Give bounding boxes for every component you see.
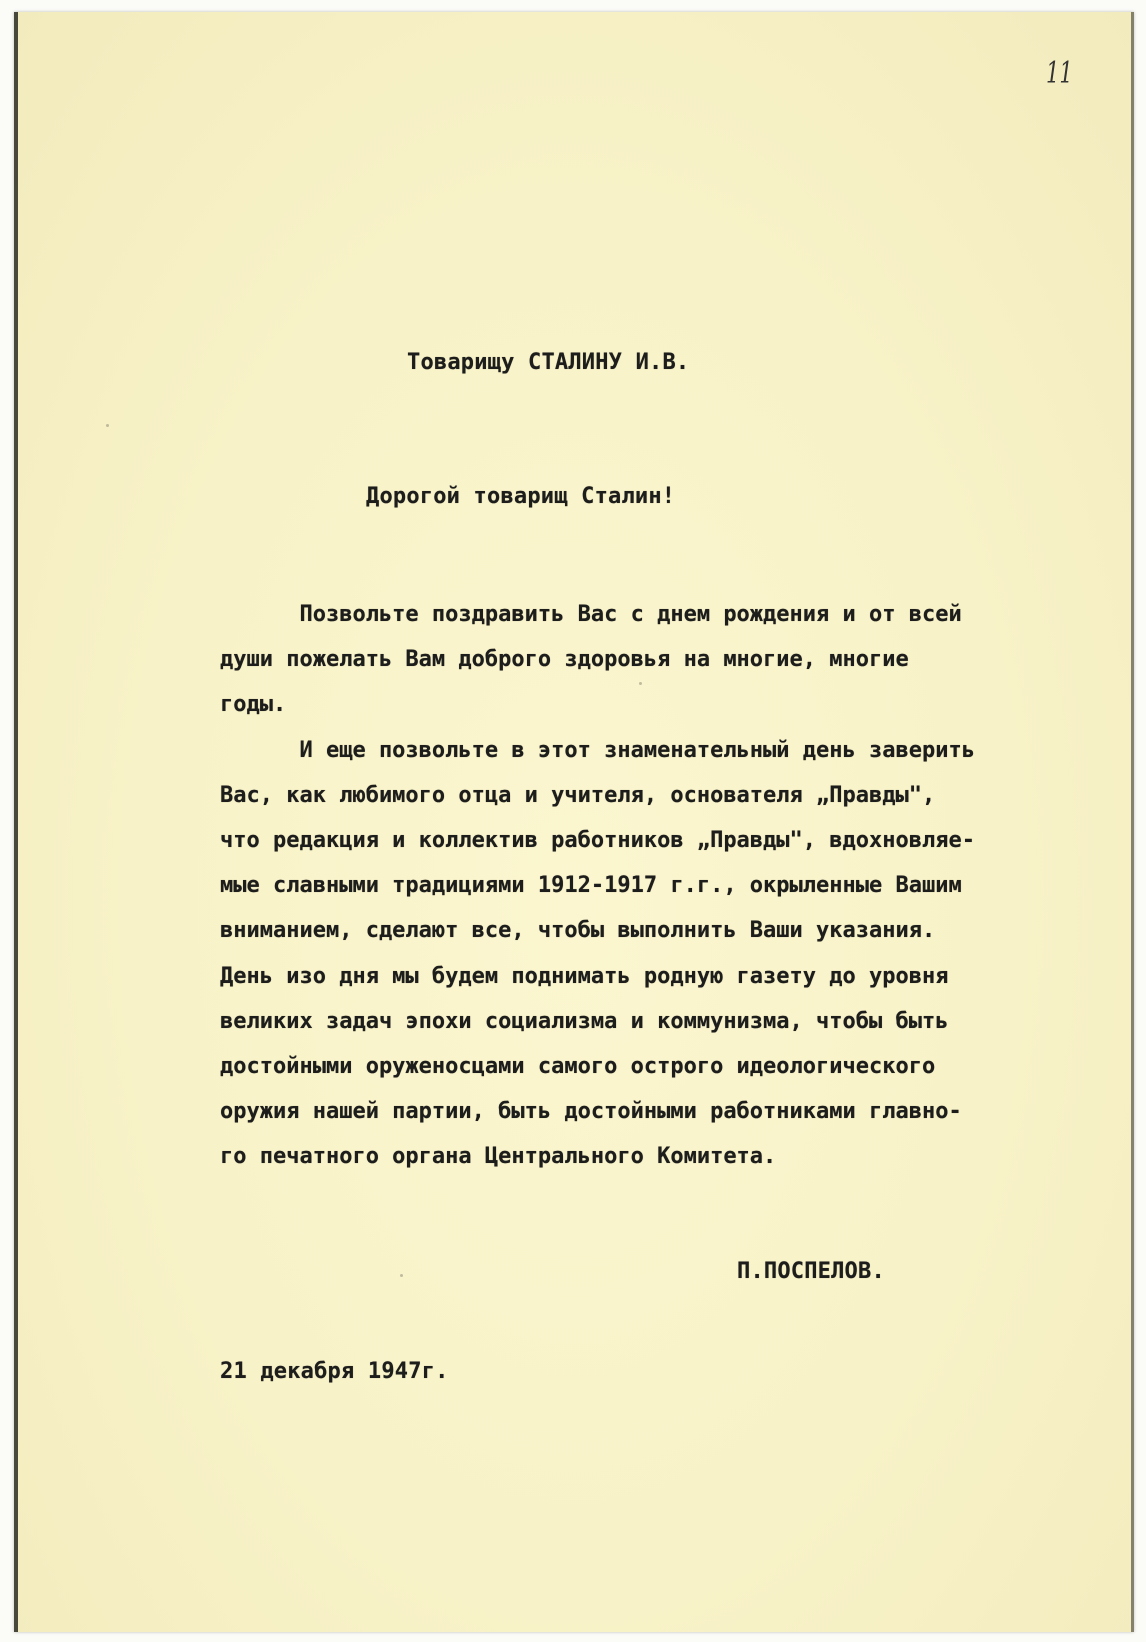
letter-body — [220, 592, 1060, 1179]
scan-edge-right — [1131, 12, 1134, 1632]
paper-speck — [106, 424, 109, 427]
folio-number: 11 — [1046, 56, 1073, 91]
body-line: мые славными традициями 1912-1917 г.г., окрыленные Вашим — [220, 873, 962, 899]
body-line: Позвольте поздравить Вас с днем рождения и от всей — [220, 602, 962, 627]
body-line: души пожелать Вам доброго здоровья на многие, многие — [220, 647, 909, 673]
body-line: День изо дня мы будем поднимать родную газету до уровня — [220, 963, 949, 989]
letter-page — [14, 12, 1134, 1632]
addressee: Товарищу СТАЛИНУ И.В. — [407, 350, 690, 375]
paper-speck — [639, 682, 642, 685]
body-line: го печатного органа Центрального Комитета. — [220, 1144, 777, 1170]
body-line: годы. — [220, 692, 287, 718]
body-line: великих задач эпохи социализма и коммунизма, чтобы быть — [220, 1008, 949, 1034]
body-line: вниманием, сделают все, чтобы выполнить Ваши указания. — [220, 918, 936, 944]
body-line: что редакция и коллектив работников „Правды", вдохновляе- — [220, 827, 975, 853]
scan-edge-left — [14, 12, 18, 1632]
paper-speck — [400, 1274, 403, 1277]
letter-date: 21 декабря 1947г. — [220, 1359, 449, 1384]
body-line: оружия нашей партии, быть достойными работниками главно- — [220, 1099, 962, 1125]
body-line: достойными оруженосцами самого острого идеологического — [220, 1053, 936, 1079]
salutation: Дорогой товарищ Сталин! — [366, 484, 676, 509]
signature: П.ПОСПЕЛОВ. — [737, 1259, 885, 1284]
body-line: Вас, как любимого отца и учителя, основателя „Правды", — [220, 782, 936, 808]
body-line: И еще позвольте в этот знаменательный день заверить — [220, 737, 975, 763]
